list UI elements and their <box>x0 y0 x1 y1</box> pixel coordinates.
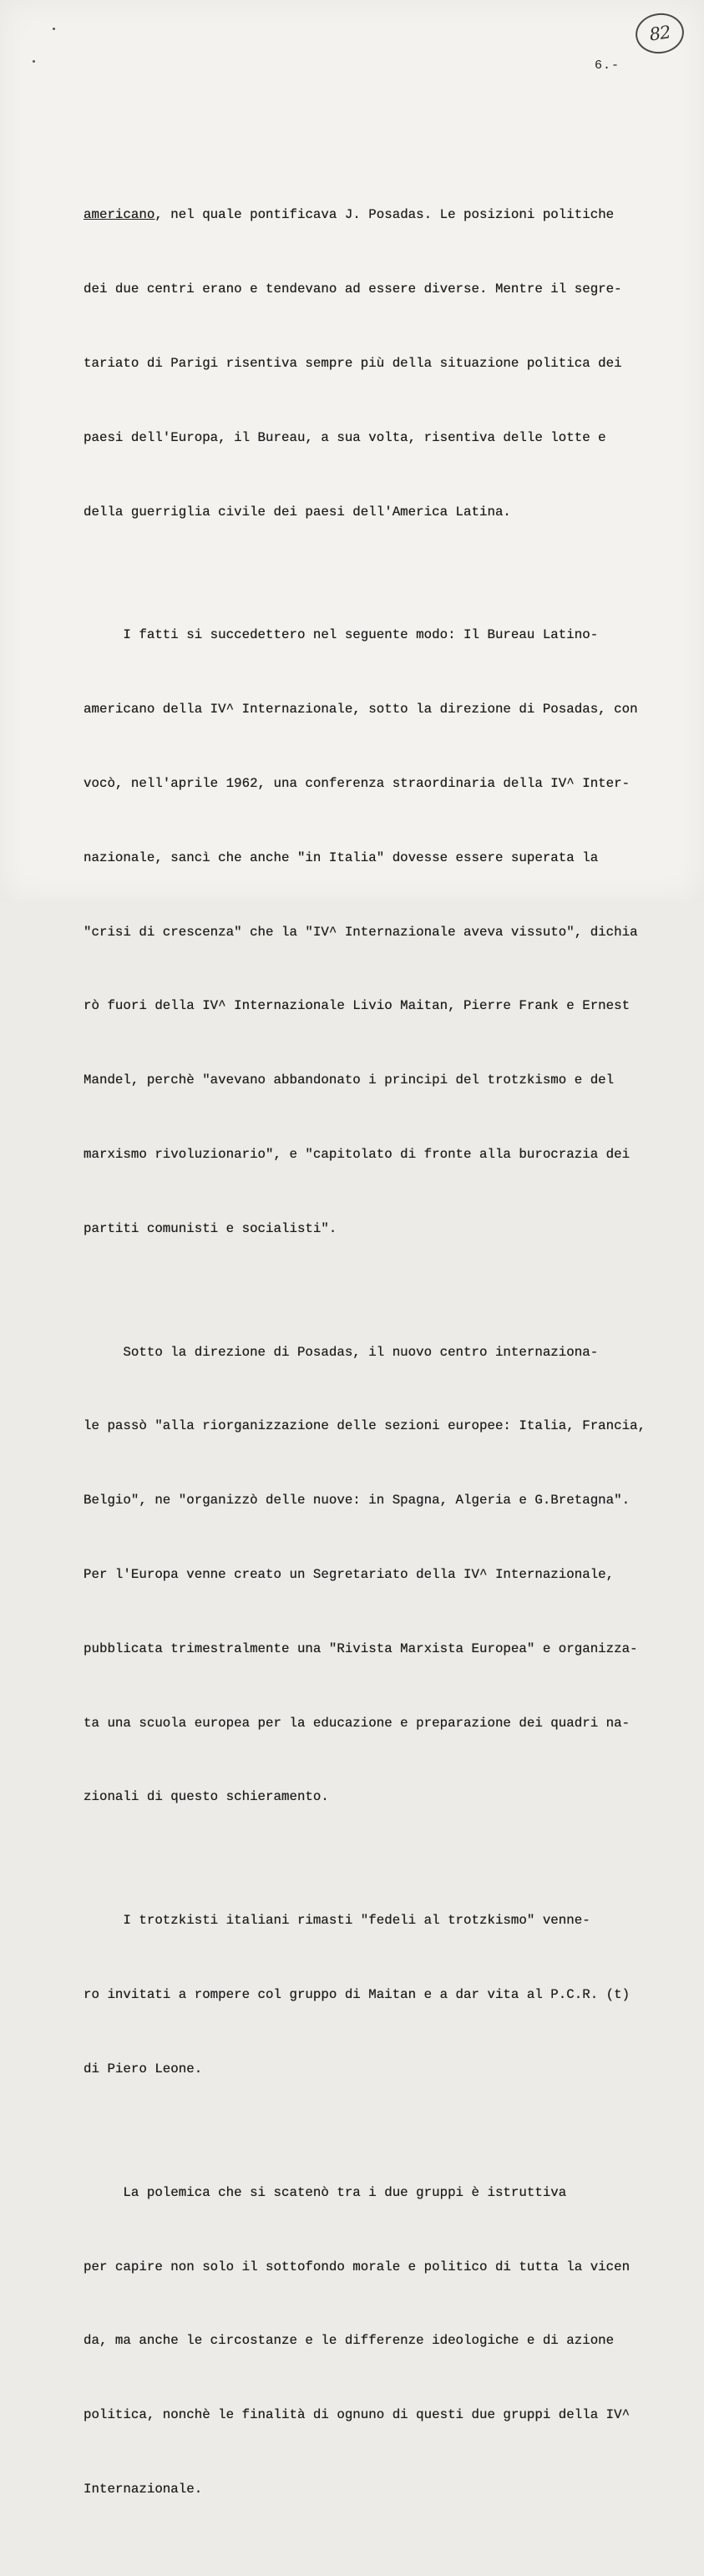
text-line: "crisi di crescenza" che la "IV^ Internazionale aveva vissuto", dichia <box>84 924 638 940</box>
text-line: ta una scuola europea per la educazione e preparazione dei quadri na- <box>84 1715 631 1731</box>
page-stamp <box>633 10 686 57</box>
text-line: pubblicata trimestralmente una "Rivista Marxista Europea" e organizza- <box>84 1640 638 1656</box>
text-line: I trotzkisti italiani rimasti "fedeli al trotzkismo" venne- <box>84 1913 590 1929</box>
text-line: marxismo rivoluzionario", e "capitolato di fronte alla burocrazia dei <box>84 1146 631 1162</box>
text-line: Per l'Europa venne creato un Segretariato della IV^ Internazionale, <box>84 1567 615 1583</box>
text-line: americano, nel quale pontificava J. Posadas. Le posizioni politiche <box>84 207 615 223</box>
page-number: 6.- <box>595 58 620 73</box>
text-line: paesi dell'Europa, il Bureau, a sua volta, risentiva delle lotte e <box>84 429 606 445</box>
body-text <box>84 104 660 2576</box>
stamp-number: 82 <box>648 22 671 45</box>
text-line: I fatti si succedettero nel seguente modo: Il Bureau Latino- <box>84 627 599 643</box>
text-line: della guerriglia civile dei paesi dell'America Latina. <box>84 504 511 520</box>
text-line: dei due centri erano e tendevano ad essere diverse. Mentre il segre- <box>84 281 622 297</box>
text-line: tariato di Parigi risentiva sempre più della situazione politica dei <box>84 355 622 371</box>
text-line: Sotto la direzione di Posadas, il nuovo centro internaziona- <box>84 1344 599 1360</box>
text-line: di Piero Leone. <box>84 2061 203 2077</box>
text-line: nazionale, sancì che anche "in Italia" dovesse essere superata la <box>84 849 599 865</box>
text-line: La polemica che si scatenò tra i due gruppi è istruttiva <box>84 2184 567 2200</box>
text-line: politica, nonchè le finalità di ognuno di questi due gruppi della IV^ <box>84 2407 631 2423</box>
text-line: ro invitati a rompere col gruppo di Maitan e a dar vita al P.C.R. (t) <box>84 1987 631 2003</box>
paper-speck <box>33 60 35 63</box>
underlined-word: americano <box>84 207 155 223</box>
text-line: zionali di questo schieramento. <box>84 1789 329 1805</box>
text-line: le passò "alla riorganizzazione delle sezioni europee: Italia, Francia, <box>84 1418 646 1434</box>
text-line: americano della IV^ Internazionale, sotto la direzione di Posadas, con <box>84 702 638 718</box>
text-line: partiti comunisti e socialisti". <box>84 1220 337 1236</box>
text-line: Belgio", ne "organizzò delle nuove: in Spagna, Algeria e G.Bretagna". <box>84 1493 631 1509</box>
text-line: da, ma anche le circostanze e le differenze ideologiche e di azione <box>84 2333 615 2349</box>
text-line: vocò, nell'aprile 1962, una conferenza straordinaria della IV^ Inter- <box>84 776 631 792</box>
paper-speck <box>53 28 55 30</box>
text-line: per capire non solo il sottofondo morale e politico di tutta la vicen <box>84 2259 631 2274</box>
text-line: Internazionale. <box>84 2482 203 2497</box>
text-line: rò fuori della IV^ Internazionale Livio Maitan, Pierre Frank e Ernest <box>84 998 631 1014</box>
text-line: Mandel, perchè "avevano abbandonato i principi del trotzkismo e del <box>84 1072 615 1088</box>
